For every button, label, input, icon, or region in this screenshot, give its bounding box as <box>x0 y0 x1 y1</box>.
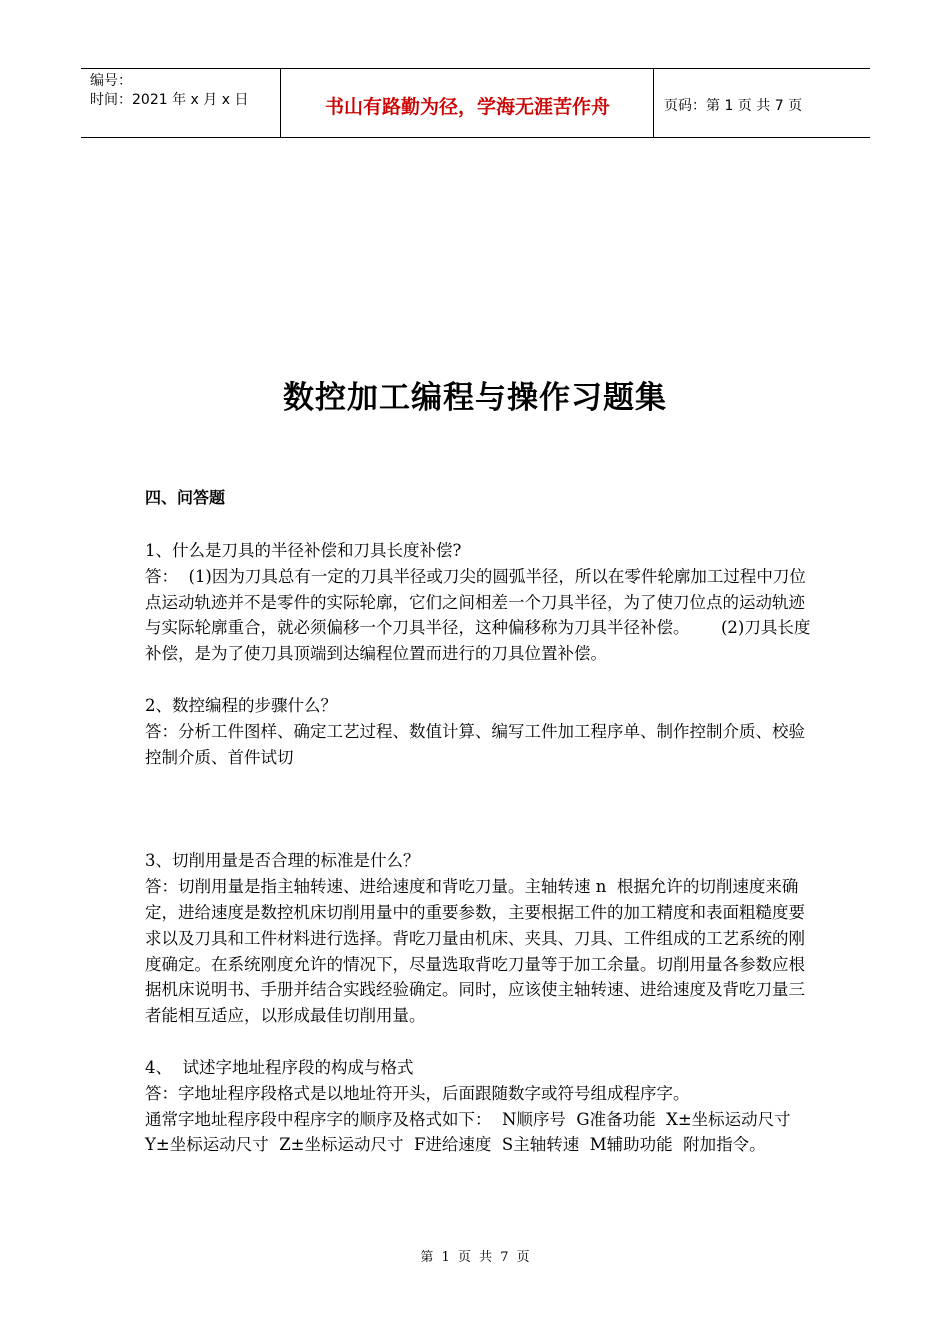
page-footer: 第 1 页 共 7 页 <box>420 1250 530 1265</box>
answer-text: 答： (1)因为刀具总有一定的刀具半径或刀尖的圆弧半径，所以在零件轮廓加工过程中刀位点运动轨迹并不是零件的实际轮廓，它们之间相差一个刀具半径，为了使刀位点的运动轨迹与实际轮廓重合，就必须偏移一个刀具半径，这种偏移称为刀具半径补偿。 (2)刀具长度补偿，是为了使刀具顶端到达编程位置而进行的刀具位置补偿。 <box>145 566 811 664</box>
qa-item-3 <box>145 848 815 1029</box>
question-text: 4、 试述字地址程序段的构成与格式 <box>145 1057 414 1077</box>
answer-text: 答：分析工件图样、确定工艺过程、数值计算、编写工件加工程序单、制作控制介质、校验控制介质、首件试切 <box>145 721 805 767</box>
qa-item-1 <box>145 538 815 667</box>
question-text: 2、数控编程的步骤什么？ <box>145 695 337 715</box>
header-page-info: 页码：第 1 页 共 7 页 <box>664 98 803 114</box>
number-label: 编号： <box>90 73 132 89</box>
header-motto: 书山有路勤为径，学海无涯苦作舟 <box>282 69 654 137</box>
qa-item-4 <box>145 1055 815 1158</box>
answer-text: 答：字地址程序段格式是以地址符开头，后面跟随数字或符号组成程序字。 通常字地址程序段中程序字的顺序及格式如下： N顺序号 G准备功能 X±坐标运动尺寸 Y±坐标运动尺寸 Z±坐标运动尺寸 F进给速度 S主轴转速 M辅助功能 附加指令。 <box>145 1083 791 1155</box>
document-header <box>81 68 870 138</box>
qa-item-2 <box>145 693 815 770</box>
section-heading: 四、问答题 <box>145 488 226 507</box>
time-label: 时间：2021 年 x 月 x 日 <box>90 92 249 108</box>
question-text: 1、什么是刀具的半径补偿和刀具长度补偿? <box>145 541 462 560</box>
header-meta <box>81 69 281 137</box>
answer-text: 答：切削用量是指主轴转速、进给速度和背吃刀量。主轴转速 n 根据允许的切削速度来确定，进给速度是数控机床切削用量中的重要参数，主要根据工件的加工精度和表面粗糙度要求以及刀具和工件材料进行选择。背吃刀量由机床、夹具、刀具、工件组成的工艺系统的刚度确定。在系统刚度允许的情况下，尽量选取背吃刀量等于加工余量。切削用量各参数应根据机床说明书、手册并结合实践经验确定。同时，应该使主轴转速、进给速度及背吃刀量三者能相互适应，以形成最佳切削用量。 <box>145 877 805 1026</box>
question-text: 3、切削用量是否合理的标准是什么？ <box>145 851 420 871</box>
document-body <box>145 484 815 1158</box>
page-title: 数控加工编程与操作习题集 <box>283 380 667 416</box>
